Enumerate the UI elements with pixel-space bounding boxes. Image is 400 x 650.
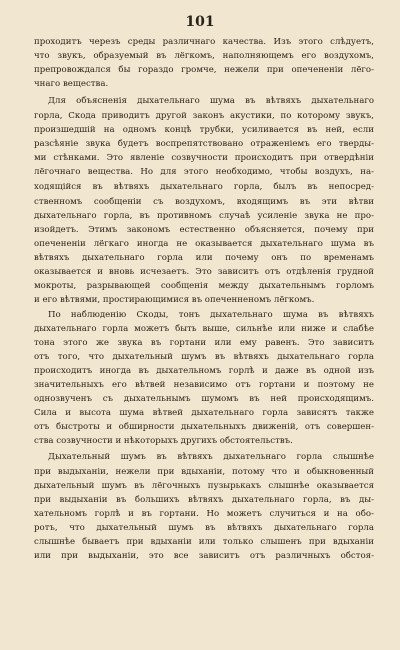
text-line: отъ того, что дыхательный шумъ въ вѣтвяхъ дыхательнаго горла: [34, 352, 374, 362]
text-line: ми стѣнками. Это явленіе созвучности происходитъ при отвердѣніи: [34, 153, 374, 163]
text-line: изойдетъ. Этимъ закономъ естественно объясняется, почему при: [34, 225, 374, 235]
text-line: при выдыханіи въ большихъ вѣтвяхъ дыхательнаго горла, въ ды-: [34, 495, 374, 505]
text-line: происходитъ иногда въ дыхательномъ горлѣ и даже въ одной изъ: [34, 366, 374, 376]
text-line: препровождался бы гораздо громче, нежели при опечененіи лёго-: [34, 65, 374, 75]
text-line: оказывается и вновь исчезаетъ. Это зависитъ отъ отдѣленія грудной: [34, 267, 374, 277]
text-line: произшедшій на одномъ концѣ трубки, усиливается въ ней, если: [34, 125, 374, 135]
text-line: разсѣяніе звука будетъ воспрепятствовано отраженіемъ его тверды-: [34, 139, 374, 149]
text-line: или при выдыханіи, это все зависитъ отъ различныхъ обстоя-: [34, 551, 374, 561]
text-line: отъ быстроты и обширности дыхательныхъ движеній, отъ совершен-: [34, 422, 374, 432]
text-line: ства созвучности и нѣкоторыхъ другихъ обстоятельствъ.: [34, 436, 293, 446]
text-line: опечененіи лёгкаго иногда не оказывается дыхательнаго шума въ: [34, 239, 374, 249]
text-line: проходитъ черезъ среды различнаго качества. Изъ этого слѣдуетъ,: [34, 37, 374, 47]
page-number: 101: [185, 14, 215, 30]
text-line: дыхательнаго горла, въ противномъ случаѣ усиленіе звука не про-: [34, 211, 374, 221]
text-line: ходящійся въ вѣтвяхъ дыхательнаго горла, былъ въ непосред-: [34, 182, 374, 192]
text-line: значительныхъ его вѣтвей независимо отъ гортани и поэтому не: [34, 380, 374, 390]
text-line: хательномъ горлѣ и въ гортани. Но можетъ случиться и на обо-: [34, 509, 374, 519]
text-line: Сила и высота шума вѣтвей дыхательнаго горла зависятъ также: [34, 408, 374, 418]
text-line: Для объясненія дыхательнаго шума въ вѣтвяхъ дыхательнаго: [48, 96, 374, 106]
text-line: тона этого же звука въ гортани или ему равенъ. Это зависитъ: [34, 338, 374, 348]
text-line: ротъ, что дыхательный шумъ въ вѣтвяхъ дыхательнаго горла: [34, 523, 374, 533]
text-line: лёгочнаго вещества. Но для этого необходимо, чтобы воздухъ, на-: [34, 167, 374, 177]
text-line: По наблюденію Скоды, тонъ дыхательнаго шума въ вѣтвяхъ: [48, 310, 374, 320]
text-line: Дыхательный шумъ въ вѣтвяхъ дыхательнаго горла слышнѣе: [48, 452, 374, 462]
text-line: и его вѣтвями, простирающимися въ опеченненомъ лёгкомъ.: [34, 295, 315, 305]
text-line: дыхательнаго горла можетъ быть выше, сильнѣе или ниже и слабѣе: [34, 324, 374, 334]
text-line: при выдыханіи, нежели при вдыханіи, потому что и обыкновенный: [34, 467, 374, 477]
text-line: дыхательный шумъ въ лёгочныхъ пузырькахъ слышнѣе оказывается: [34, 481, 374, 491]
text-line: однозвученъ съ дыхательнымъ шумомъ въ ней происходящимъ.: [34, 394, 374, 404]
text-line: горла, Скода приводитъ другой законъ акустики, по которому звукъ,: [34, 111, 374, 121]
text-line: ственномъ сообщеніи съ воздухомъ, входящимъ въ эти вѣтви: [34, 197, 374, 207]
text-line: слышнѣе бываетъ при вдыханіи или только слышенъ при вдыханіи: [34, 537, 374, 547]
text-line: мокроты, разрывающей сообщенія между дыхательнымъ горломъ: [34, 281, 374, 291]
text-line: что звукъ, образуемый въ лёгкомъ, наполняющемъ его воздухомъ,: [34, 51, 374, 61]
text-line: вѣтвяхъ дыхательнаго горла или почему онъ по временамъ: [34, 253, 374, 263]
text-line: чнаго вещества.: [34, 79, 109, 89]
